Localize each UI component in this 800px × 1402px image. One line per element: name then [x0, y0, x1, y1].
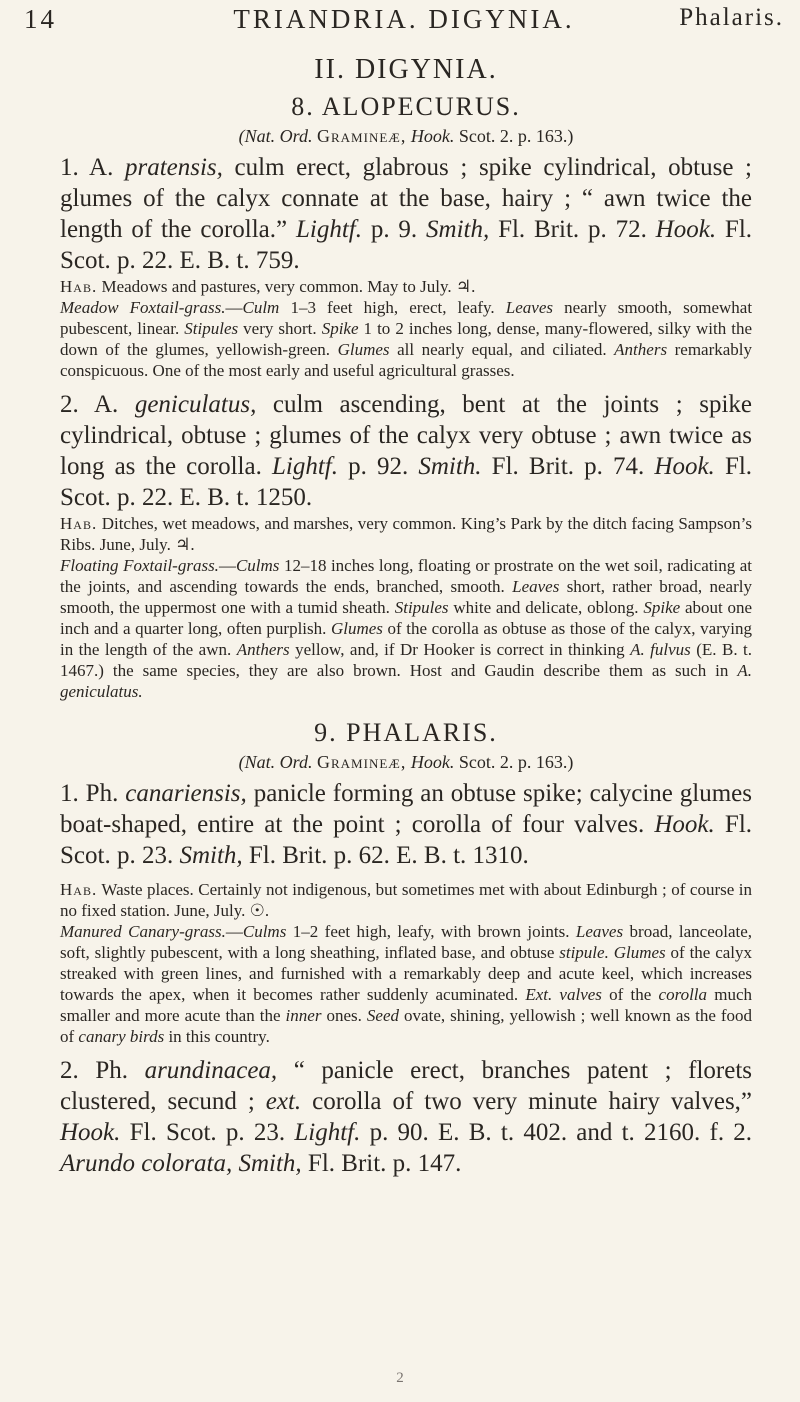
- authority: Lightf.: [295, 216, 362, 243]
- citation: Fl. Brit. p. 147.: [307, 1150, 462, 1177]
- description-text: ones.: [326, 1006, 362, 1025]
- ref-part: Gramineæ,: [317, 752, 407, 772]
- ref-part: Hook.: [410, 126, 455, 146]
- page-number: 14: [24, 4, 57, 34]
- species-number: 2. Ph.: [60, 1057, 128, 1084]
- common-name: Manured Canary-grass.: [60, 922, 226, 941]
- species-number: 2. A.: [60, 391, 119, 418]
- description-text: remarkably conspicuous. One of the most early and useful agricultural grasses.: [60, 340, 753, 380]
- species-name: pratensis,: [124, 154, 223, 181]
- species-diagnosis: culm erect, glabrous ; spike cylindrical, obtuse ; glumes of the calyx connate at the base, hairy ; “ awn twice the length of the corolla.”: [60, 154, 752, 243]
- species-phalaris-canariensis: [60, 778, 752, 871]
- citation: p. 90. E. B. t. 402. and t. 2160. f. 2.: [369, 1119, 753, 1146]
- term-label: Glumes: [337, 340, 390, 359]
- term-label: Anthers: [236, 640, 290, 659]
- habitat-paragraph: [60, 513, 752, 555]
- term-label: Leaves: [505, 298, 554, 317]
- ref-part: (Nat. Ord.: [238, 752, 313, 772]
- common-name: Meadow Foxtail-grass.: [60, 298, 226, 317]
- term-label: Leaves: [512, 577, 560, 596]
- species-name: geniculatus,: [134, 391, 257, 418]
- authority: Lightf.: [271, 453, 338, 480]
- genus-heading-alopecurus: 8. ALOPECURUS.: [291, 92, 521, 121]
- term-label: Culms: [242, 922, 287, 941]
- species-number: 1. A.: [60, 154, 114, 181]
- running-genus: Phalaris.: [679, 4, 784, 31]
- description-text: all nearly equal, and ciliated.: [397, 340, 607, 359]
- section-heading: II. DIGYNIA.: [314, 54, 498, 85]
- term-label: Ext. valves: [525, 985, 602, 1004]
- description-text: of the calyx streaked with green lines, and furnished with a remarkably deep and acute keel, which increases towards the apex, when it becomes rather suddenly acuminated.: [60, 943, 753, 1004]
- species-name: canariensis,: [125, 780, 247, 807]
- authority: Hook.: [60, 1119, 121, 1146]
- habitat-label: Hab.: [60, 880, 98, 899]
- description-text: nearly smooth, somewhat pubescent, linear.: [60, 298, 753, 338]
- habitat-text: Meadows and pastures, very common. May to July. ♃.: [101, 277, 476, 296]
- term-label: Anthers: [614, 340, 668, 359]
- authority: Hook.: [655, 216, 717, 243]
- running-head: [24, 4, 784, 44]
- term-label: Leaves: [575, 922, 624, 941]
- description-text: of the: [609, 985, 652, 1004]
- species-diagnosis: “ panicle erect, branches patent ; florets clustered, secund ;: [60, 1057, 753, 1115]
- citation: Fl. Scot. p. 23.: [60, 811, 753, 869]
- dash: —: [225, 298, 243, 317]
- habitat-label: Hab.: [60, 277, 98, 296]
- description-paragraph: Manured Canary-grass.—Culms 1–2 feet high, leafy, with brown joints. Leaves broad, lanceolate, soft, slightly pubescent, with a long sheathing, inflated base, and obtuse stipule. Glumes of the calyx streaked with green lines, and furnished with a remarkably deep and acute keel, which increases towards the apex, when it becomes rather suddenly acuminated. Ext. valves of the corolla much smaller and more acute than the inner ones. Seed ovate, shining, yellowish ; well known as the food of canary birds in this country.: [60, 922, 753, 1046]
- description-text: 1–2 feet high, leafy, with brown joints.: [292, 922, 570, 941]
- citation: Fl. Brit. p. 72.: [498, 216, 647, 243]
- citation: Fl. Scot. p. 22. E. B. t. 1250.: [60, 453, 753, 511]
- running-title: TRIANDRIA. DIGYNIA.: [233, 4, 575, 34]
- authority: Hook.: [654, 453, 715, 480]
- description-text: in this country.: [168, 1027, 270, 1046]
- species-alopecurus-pratensis: [60, 152, 752, 276]
- authority: Arundo colorata, Smith,: [60, 1150, 302, 1177]
- authority: Hook.: [654, 811, 715, 838]
- species-diagnosis: culm ascending, bent at the joints ; spike cylindrical, obtuse ; glumes of the calyx very obtuse ; awn twice as long as the corolla.: [60, 391, 753, 480]
- term-label: Stipules: [394, 598, 449, 617]
- species-alopecurus-geniculatus: [60, 389, 752, 513]
- term-label: Stipules: [184, 319, 239, 338]
- description-text: (E. B. t. 1467.) the same species, they are also brown. Host and Gaudin describe them as such in: [60, 640, 752, 680]
- species-diagnosis: corolla of two very minute hairy valves,”: [312, 1088, 753, 1115]
- description-text: 1 to 2 inches long, dense, many-flowered, silky with the down of the glumes, yellowish-green.: [60, 319, 753, 359]
- signature-mark: 2: [396, 1370, 404, 1386]
- species-number: 1. Ph.: [60, 780, 119, 807]
- description-text: about one inch and a quarter long, often purplish.: [60, 598, 753, 638]
- description-text: broad, lanceolate, soft, slightly pubescent, with a long sheathing, inflated base, and obtuse: [60, 922, 753, 962]
- term-label: Spike: [643, 598, 681, 617]
- description-text: yellow, and, if Dr Hooker is correct in thinking: [295, 640, 625, 659]
- ref-part: (Nat. Ord.: [238, 126, 313, 146]
- citation: Fl. Scot. p. 23.: [129, 1119, 286, 1146]
- description-text: 1–3 feet high, erect, leafy.: [290, 298, 495, 317]
- species-diagnosis: panicle forming an obtuse spike; calycine glumes boat-shaped, entire at the point ; corolla of four valves.: [60, 780, 753, 838]
- term-label: corolla: [658, 985, 708, 1004]
- habitat-paragraph: [60, 276, 752, 297]
- habitat-paragraph: [60, 879, 752, 921]
- term-label: stipule.: [559, 943, 609, 962]
- abbreviation: ext.: [265, 1088, 302, 1115]
- citation: Fl. Brit. p. 62. E. B. t. 1310.: [248, 842, 529, 869]
- term-label: canary birds: [78, 1027, 165, 1046]
- ref-part: Gramineæ,: [317, 126, 407, 146]
- genus-reference-phalaris: [60, 750, 752, 774]
- term-label: inner: [285, 1006, 322, 1025]
- term-label: Spike: [321, 319, 359, 338]
- description-text: of the corolla as obtuse as those of the calyx, varying in the length of the awn.: [60, 619, 753, 659]
- description-text: ovate, shining, yellowish ; well known as the food of: [60, 1006, 753, 1046]
- common-name: Floating Foxtail-grass.: [60, 556, 219, 575]
- term-label: Glumes: [330, 619, 383, 638]
- authority: Smith,: [179, 842, 243, 869]
- genus-reference-alopecurus: [60, 124, 752, 148]
- term-label: Culm: [242, 298, 280, 317]
- citation: p. 9.: [370, 216, 418, 243]
- authority: Smith.: [418, 453, 482, 480]
- term-label: Glumes: [613, 943, 666, 962]
- genus-heading-phalaris: 9. PHALARIS.: [314, 718, 498, 747]
- habitat-text: Ditches, wet meadows, and marshes, very common. King’s Park by the ditch facing Sampson’s Ribs. June, July. ♃.: [60, 514, 753, 554]
- species-phalaris-arundinacea: [60, 1055, 752, 1179]
- ref-part: Hook.: [410, 752, 455, 772]
- habitat-label: Hab.: [60, 514, 98, 533]
- ref-part: Scot. 2. p. 163.): [458, 752, 574, 772]
- description-text: 12–18 inches long, floating or prostrate on the wet soil, radicating at the joints, and ascending towards the ends, branched, smooth.: [60, 556, 752, 596]
- habitat-text: Waste places. Certainly not indigenous, but sometimes met with about Edinburgh ; of course in no fixed station. June, July. ☉.: [60, 880, 752, 920]
- description-text: short, rather broad, nearly smooth, the uppermost one with a tumid sheath.: [60, 577, 752, 617]
- description-paragraph: Floating Foxtail-grass.—Culms 12–18 inches long, floating or prostrate on the wet soil, radicating at the joints, and ascending towards the ends, branched, smooth. Leaves short, rather broad, nearly smooth, the uppermost one with a tumid sheath. Stipules white and delicate, oblong. Spike about one inch and a quarter long, often purplish. Glumes of the corolla as obtuse as those of the calyx, varying in the length of the awn. Anthers yellow, and, if Dr Hooker is correct in thinking A. fulvus (E. B. t. 1467.) the same species, they are also brown. Host and Gaudin describe them as such in A. geniculatus.: [60, 556, 753, 701]
- citation: Fl. Scot. p. 22. E. B. t. 759.: [60, 216, 753, 274]
- species-reference: A. fulvus: [630, 640, 691, 659]
- citation: Fl. Brit. p. 74.: [491, 453, 645, 480]
- authority: Lightf.: [294, 1119, 361, 1146]
- description-text: very short.: [243, 319, 317, 338]
- description-paragraph: [60, 297, 752, 381]
- page-content: [60, 54, 752, 1179]
- citation: p. 92.: [348, 453, 409, 480]
- term-label: Seed: [366, 1006, 400, 1025]
- species-reference: A. geniculatus.: [60, 661, 752, 701]
- description-text: much smaller and more acute than the: [60, 985, 753, 1025]
- description-text: white and delicate, oblong.: [453, 598, 639, 617]
- authority: Smith,: [426, 216, 490, 243]
- ref-part: Scot. 2. p. 163.): [458, 126, 574, 146]
- species-name: arundinacea,: [144, 1057, 278, 1084]
- term-label: Culms: [235, 556, 280, 575]
